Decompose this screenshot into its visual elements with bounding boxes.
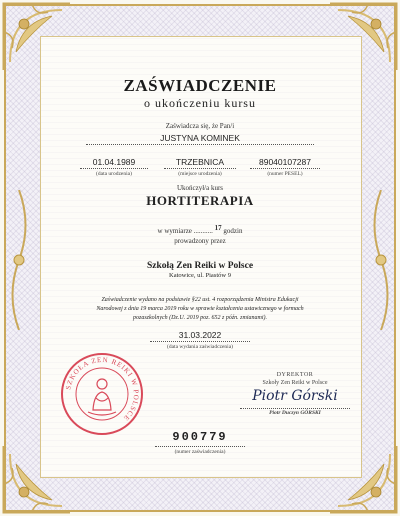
recipient-name: JUSTYNA KOMINEK [160,133,240,143]
side-ornament-icon [4,190,34,330]
director-org: Szkoły Zen Reiki w Polsce [262,380,328,386]
school-seal-icon [60,352,144,436]
issue-date-line [150,341,250,342]
birth-date-value: 01.04.1989 [92,157,136,167]
pesel-line [250,168,320,169]
name-line [86,144,314,145]
certificate-number: 900779 [172,430,228,444]
course-name: HORTITERAPIA [146,193,254,208]
school-name: Szkołą Zen Reiki w Polsce [146,261,254,271]
certificate-number-label: (numer zaświadczenia) [174,449,226,455]
issue-date-label: (data wydania zaświadczenia) [167,344,233,350]
birth-place-label: (miejsce urodzenia) [178,171,222,177]
conducted-by-label: prowadzony przez [174,237,226,245]
school-address: Katowice, ul. Piastów 9 [169,272,231,279]
legal-note: Zaświadczenie wydano na podstawie §22 ust. 4 rozporządzenia Ministra Edukacji Narodowej z dnia 19 marca 2019 roku w sprawie kształcenia ustawicznego w formach pozaszkolnych (Dz.U. 2019 poz. 652 z późn. zmianami). [96,297,304,321]
signature-line [240,408,350,409]
birth-place-line [164,168,236,169]
certificate-subtitle: o ukończeniu kursu [144,96,256,110]
hours-prefix: w wymiarze ........... [157,227,213,235]
intro-text: Zaświadcza się, że Pan/i [165,122,235,130]
director-signature: Piotr Górski [252,388,338,404]
director-name: Piotr Duczyn GÓRSKI [269,410,321,416]
birth-place-value: TRZEBNICA [175,157,225,167]
issue-date-value: 31.03.2022 [178,330,222,340]
pesel-value: 89040107287 [258,157,311,167]
side-ornament-icon [366,190,396,330]
hours-value: 17 [214,224,222,232]
hours-suffix: godzin [223,227,243,235]
completed-label: Ukończył/a kurs [176,184,224,192]
seal-text: SZKOŁA ZEN REIKI W POLSCE [64,355,141,423]
director-title: DYREKTOR [276,372,314,378]
certificate-number-line [155,446,245,447]
pesel-label: (numer PESEL) [267,171,303,177]
birth-date-line [80,168,148,169]
certificate-title: ZAŚWIADCZENIE [123,76,277,95]
hours-line [0,224,400,235]
birth-date-label: (data urodzenia) [96,171,132,177]
